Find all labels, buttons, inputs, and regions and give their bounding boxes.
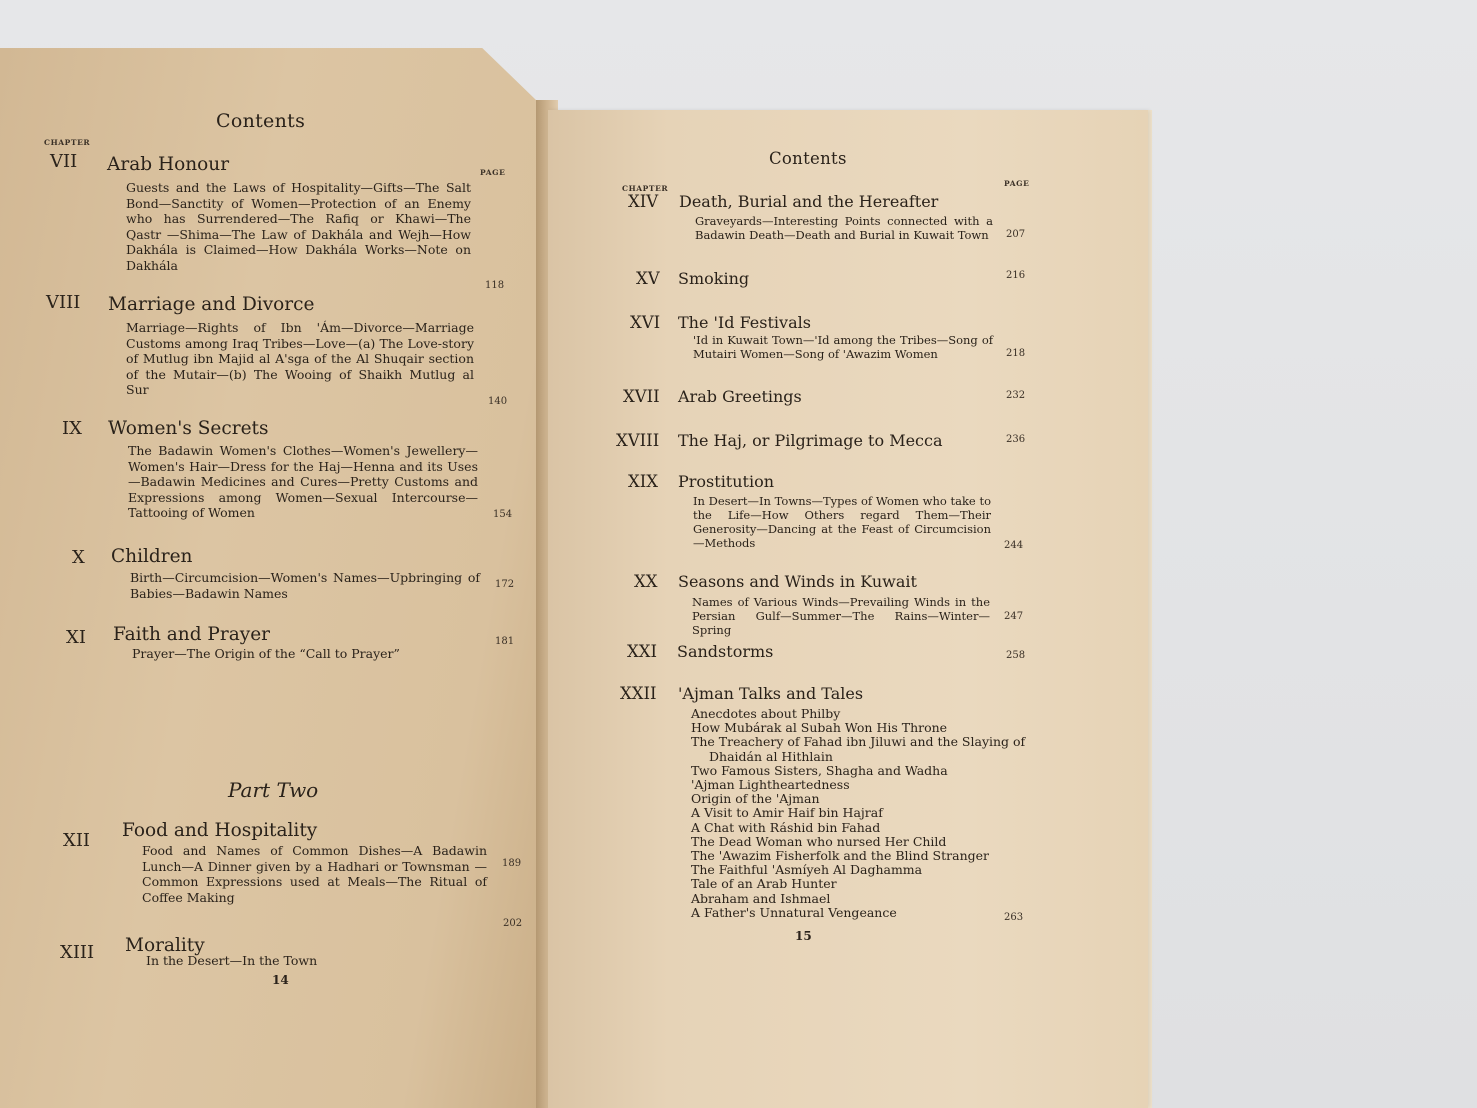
chapter-title: Marriage and Divorce [108,294,315,315]
page-heading: Contents [769,149,847,168]
chapter-numeral: XV [636,269,660,288]
chapter-description: Names of Various Winds—Prevailing Winds in the Persian Gulf—Summer—The Rains—Winter—Spring [692,595,990,637]
list-item: How Mubárak al Subah Won His Throne [691,720,948,736]
chapter-numeral: VII [50,151,78,172]
page-heading: Contents [216,110,306,132]
chapter-label: CHAPTER [44,138,91,147]
list-item: 'Ajman Lightheartedness [691,777,850,793]
chapter-description: In Desert—In Towns—Types of Women who take to the Life—How Others regard Them—Their Generosity—Dancing at the Feast of Circumcision—Methods [693,494,991,550]
list-item: A Chat with Ráshid bin Fahad [691,819,881,835]
chapter-title: Smoking [678,269,750,288]
chapter-description: Birth—Circumcision—Women's Names—Upbringing of Babies—Badawin Names [130,570,480,601]
page-label: PAGE [1004,179,1030,188]
chapter-title: Sandstorms [677,642,774,661]
page-label: PAGE [480,168,506,177]
chapter-item-list [691,707,1025,920]
chapter-numeral: XVII [623,387,660,406]
chapter-label: CHAPTER [622,184,669,193]
list-item: Abraham and Ishmael [691,890,831,906]
chapter-page-number: 244 [1004,540,1024,551]
chapter-description: Marriage—Rights of Ibn 'Ám—Divorce—Marriage Customs among Iraq Tribes—Love—(a) The Love-story of Mutlug ibn Majid al A'sga of the Al Shuqair section of the Mutair—(b) The Wooing of Shaikh Mutlug al Sur [126,320,474,397]
chapter-title: Death, Burial and the Hereafter [679,192,939,211]
chapter-page-number: 172 [495,579,515,590]
chapter-numeral: XIV [628,192,659,211]
chapter-title: Morality [125,935,205,956]
chapter-page-number: 202 [503,918,523,929]
list-item: The 'Awazim Fisherfolk and the Blind Stranger [691,848,989,864]
chapter-description: The Badawin Women's Clothes—Women's Jewellery—Women's Hair—Dress for the Haj—Henna and its Uses —Badawin Medicines and Cures—Pretty Customs and Expressions among Women—Sexual Intercourse—Tattooing of Women [128,443,478,520]
chapter-numeral: XXI [627,642,658,661]
chapter-description: In the Desert—In the Town [146,953,318,968]
chapter-description: 'Id in Kuwait Town—'Id among the Tribes—Song of Mutairi Women—Song of 'Awazim Women [693,333,993,361]
page-folio: 15 [795,929,812,943]
chapter-page-number: 247 [1004,611,1024,622]
chapter-numeral: XIX [628,472,659,491]
chapter-title: Arab Honour [107,154,230,175]
list-item: Two Famous Sisters, Shagha and Wadha [691,762,948,778]
chapter-description: Prayer—The Origin of the “Call to Prayer” [132,646,400,661]
chapter-title: Children [111,546,193,567]
list-item: The Treachery of Fahad ibn Jiluwi and the Slaying of [691,734,1026,750]
chapter-numeral: XVIII [616,431,660,450]
chapter-title: Prostitution [678,472,775,491]
chapter-description: Guests and the Laws of Hospitality—Gifts—The Salt Bond—Sanctity of Women—Protection of an Enemy who has Surrendered—The Rafiq or Khawi—The Qastr —Shima—The Law of Dakhála and Wejh—How Dakhála is Claimed—How Dakhála Works—Note on Dakhála [126,180,471,273]
chapter-title: 'Ajman Talks and Tales [678,684,864,703]
chapter-title: Arab Greetings [678,387,802,406]
list-item: Dhaidán al Hithlain [709,748,833,764]
chapter-page-number: 216 [1006,270,1026,281]
chapter-title: Faith and Prayer [113,624,270,645]
list-item: A Father's Unnatural Vengeance [691,904,897,920]
chapter-title: The Haj, or Pilgrimage to Mecca [678,431,943,450]
chapter-numeral: XI [66,627,86,648]
chapter-title: Seasons and Winds in Kuwait [678,572,917,591]
list-item: The Faithful 'Asmíyeh Al Daghamma [691,862,923,878]
chapter-numeral: XIII [60,942,95,963]
chapter-page-number: 207 [1006,229,1026,240]
chapter-numeral: XVI [630,313,661,332]
list-item: The Dead Woman who nursed Her Child [691,833,947,849]
chapter-page-number: 154 [493,509,513,520]
chapter-page-number: 140 [488,396,508,407]
chapter-numeral: XII [63,830,91,851]
chapter-title: The 'Id Festivals [678,313,811,332]
chapter-page-number: 232 [1006,390,1026,401]
list-item: A Visit to Amir Haif bin Hajraf [691,805,883,821]
list-item: Tale of an Arab Hunter [691,876,837,892]
chapter-title: Women's Secrets [108,418,269,439]
chapter-numeral: XX [634,572,658,591]
page-folio: 14 [272,973,289,987]
chapter-title: Food and Hospitality [122,820,318,841]
part-heading: Part Two [228,778,319,802]
chapter-numeral: IX [62,418,82,439]
list-item: Origin of the 'Ajman [691,791,820,807]
chapter-page-number: 258 [1006,650,1026,661]
chapter-numeral: XXII [620,684,657,703]
chapter-description: Food and Names of Common Dishes—A Badawin Lunch—A Dinner given by a Hadhari or Townsman —Common Expressions used at Meals—The Ritual of Coffee Making [142,843,487,905]
chapter-page-number: 236 [1006,434,1026,445]
chapter-numeral: VIII [46,292,81,313]
chapter-page-number: 218 [1006,348,1026,359]
chapter-page-number: 263 [1004,912,1024,923]
chapter-page-number: 181 [495,636,515,647]
list-item: Anecdotes about Philby [691,706,841,721]
chapter-numeral: X [72,547,85,568]
chapter-page-number: 118 [485,280,505,291]
chapter-description: Graveyards—Interesting Points connected with a Badawin Death—Death and Burial in Kuwait Town [695,214,993,242]
chapter-page-number: 189 [502,858,522,869]
